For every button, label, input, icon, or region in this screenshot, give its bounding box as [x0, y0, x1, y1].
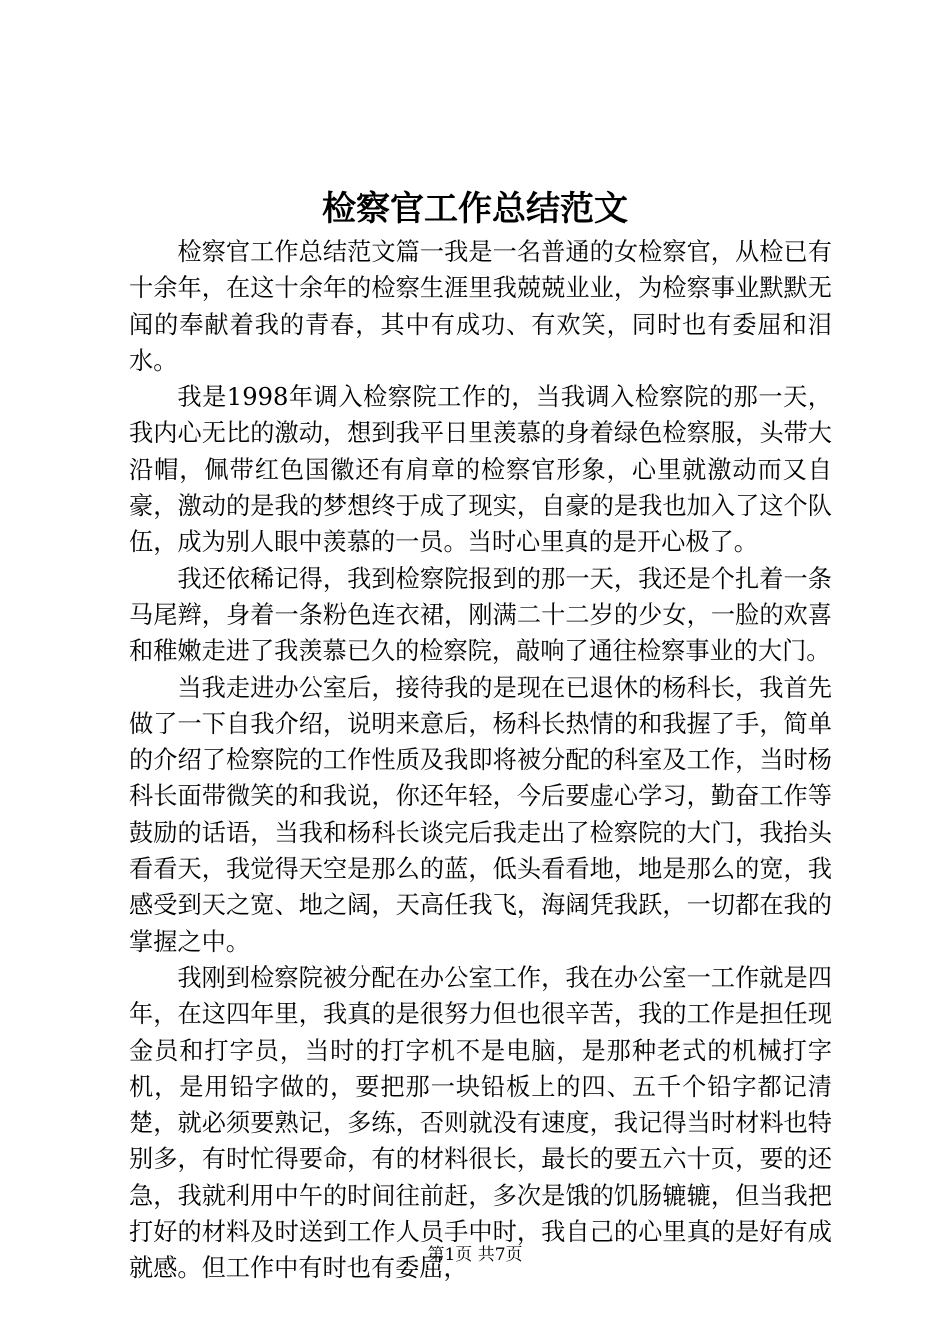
paragraph: 当我走进办公室后，接待我的是现在已退休的杨科长，我首先做了一下自我介绍，说明来意后，杨科长热情的和我握了手，简单的介绍了检察院的工作性质及我即将被分配的科室及工作，当时杨科长面带微笑的和我说，你还年轻，今后要虚心学习，勤奋工作等鼓励的话语，当我和杨科长谈完后我走出了检察院的大门，我抬头看看天，我觉得天空是那么的蓝，低头看看地，地是那么的宽，我感受到天之宽、地之阔，天高任我飞，海阔凭我跃，一切都在我的掌握之中。: [129, 673, 832, 956]
paragraph: 我刚到检察院被分配在办公室工作，我在办公室一工作就是四年，在这四年里，我真的是很努力但也很辛苦，我的工作是担任现金员和打字员，当时的打字机不是电脑，是那种老式的机械打字机，是用铅字做的，要把那一块铅板上的四、五千个铅字都记清楚，就必须要熟记，多练，否则就没有速度，我记得当时材料也特别多，有时忙得要命，有的材料很长，最长的要五六十页，要的还急，我就利用中午的时间往前赶，多次是饿的饥肠辘辘，但当我把打好的材料及时送到工作人员手中时，我自己的心里真的是好有成就感。但工作中有时也有委屈，: [129, 963, 832, 1283]
paragraph: 我是1998年调入检察院工作的，当我调入检察院的那一天，我内心无比的激动，想到我平日里羡慕的身着绿色检察服，头带大沿帽，佩带红色国徽还有肩章的检察官形象，心里就激动而又自豪，激动的是我的梦想终于成了现实，自豪的是我也加入了这个队伍，成为别人眼中羡慕的一员。当时心里真的是开心极了。: [129, 383, 832, 557]
paragraph: 检察官工作总结范文篇一我是一名普通的女检察官，从检已有十余年，在这十余年的检察生涯里我兢兢业业，为检察事业默默无闻的奉献着我的青春，其中有成功、有欢笑，同时也有委屈和泪水。: [129, 238, 832, 375]
page-footer: 第1页 共7页: [427, 1245, 523, 1265]
paragraph: 我还依稀记得，我到检察院报到的那一天，我还是个扎着一条马尾辫，身着一条粉色连衣裙，刚满二十二岁的少女，一脸的欢喜和稚嫩走进了我羡慕已久的检察院，敲响了通往检察事业的大门。: [129, 564, 832, 666]
document-title: 检察官工作总结范文: [322, 189, 628, 229]
document-body: [129, 234, 832, 1287]
